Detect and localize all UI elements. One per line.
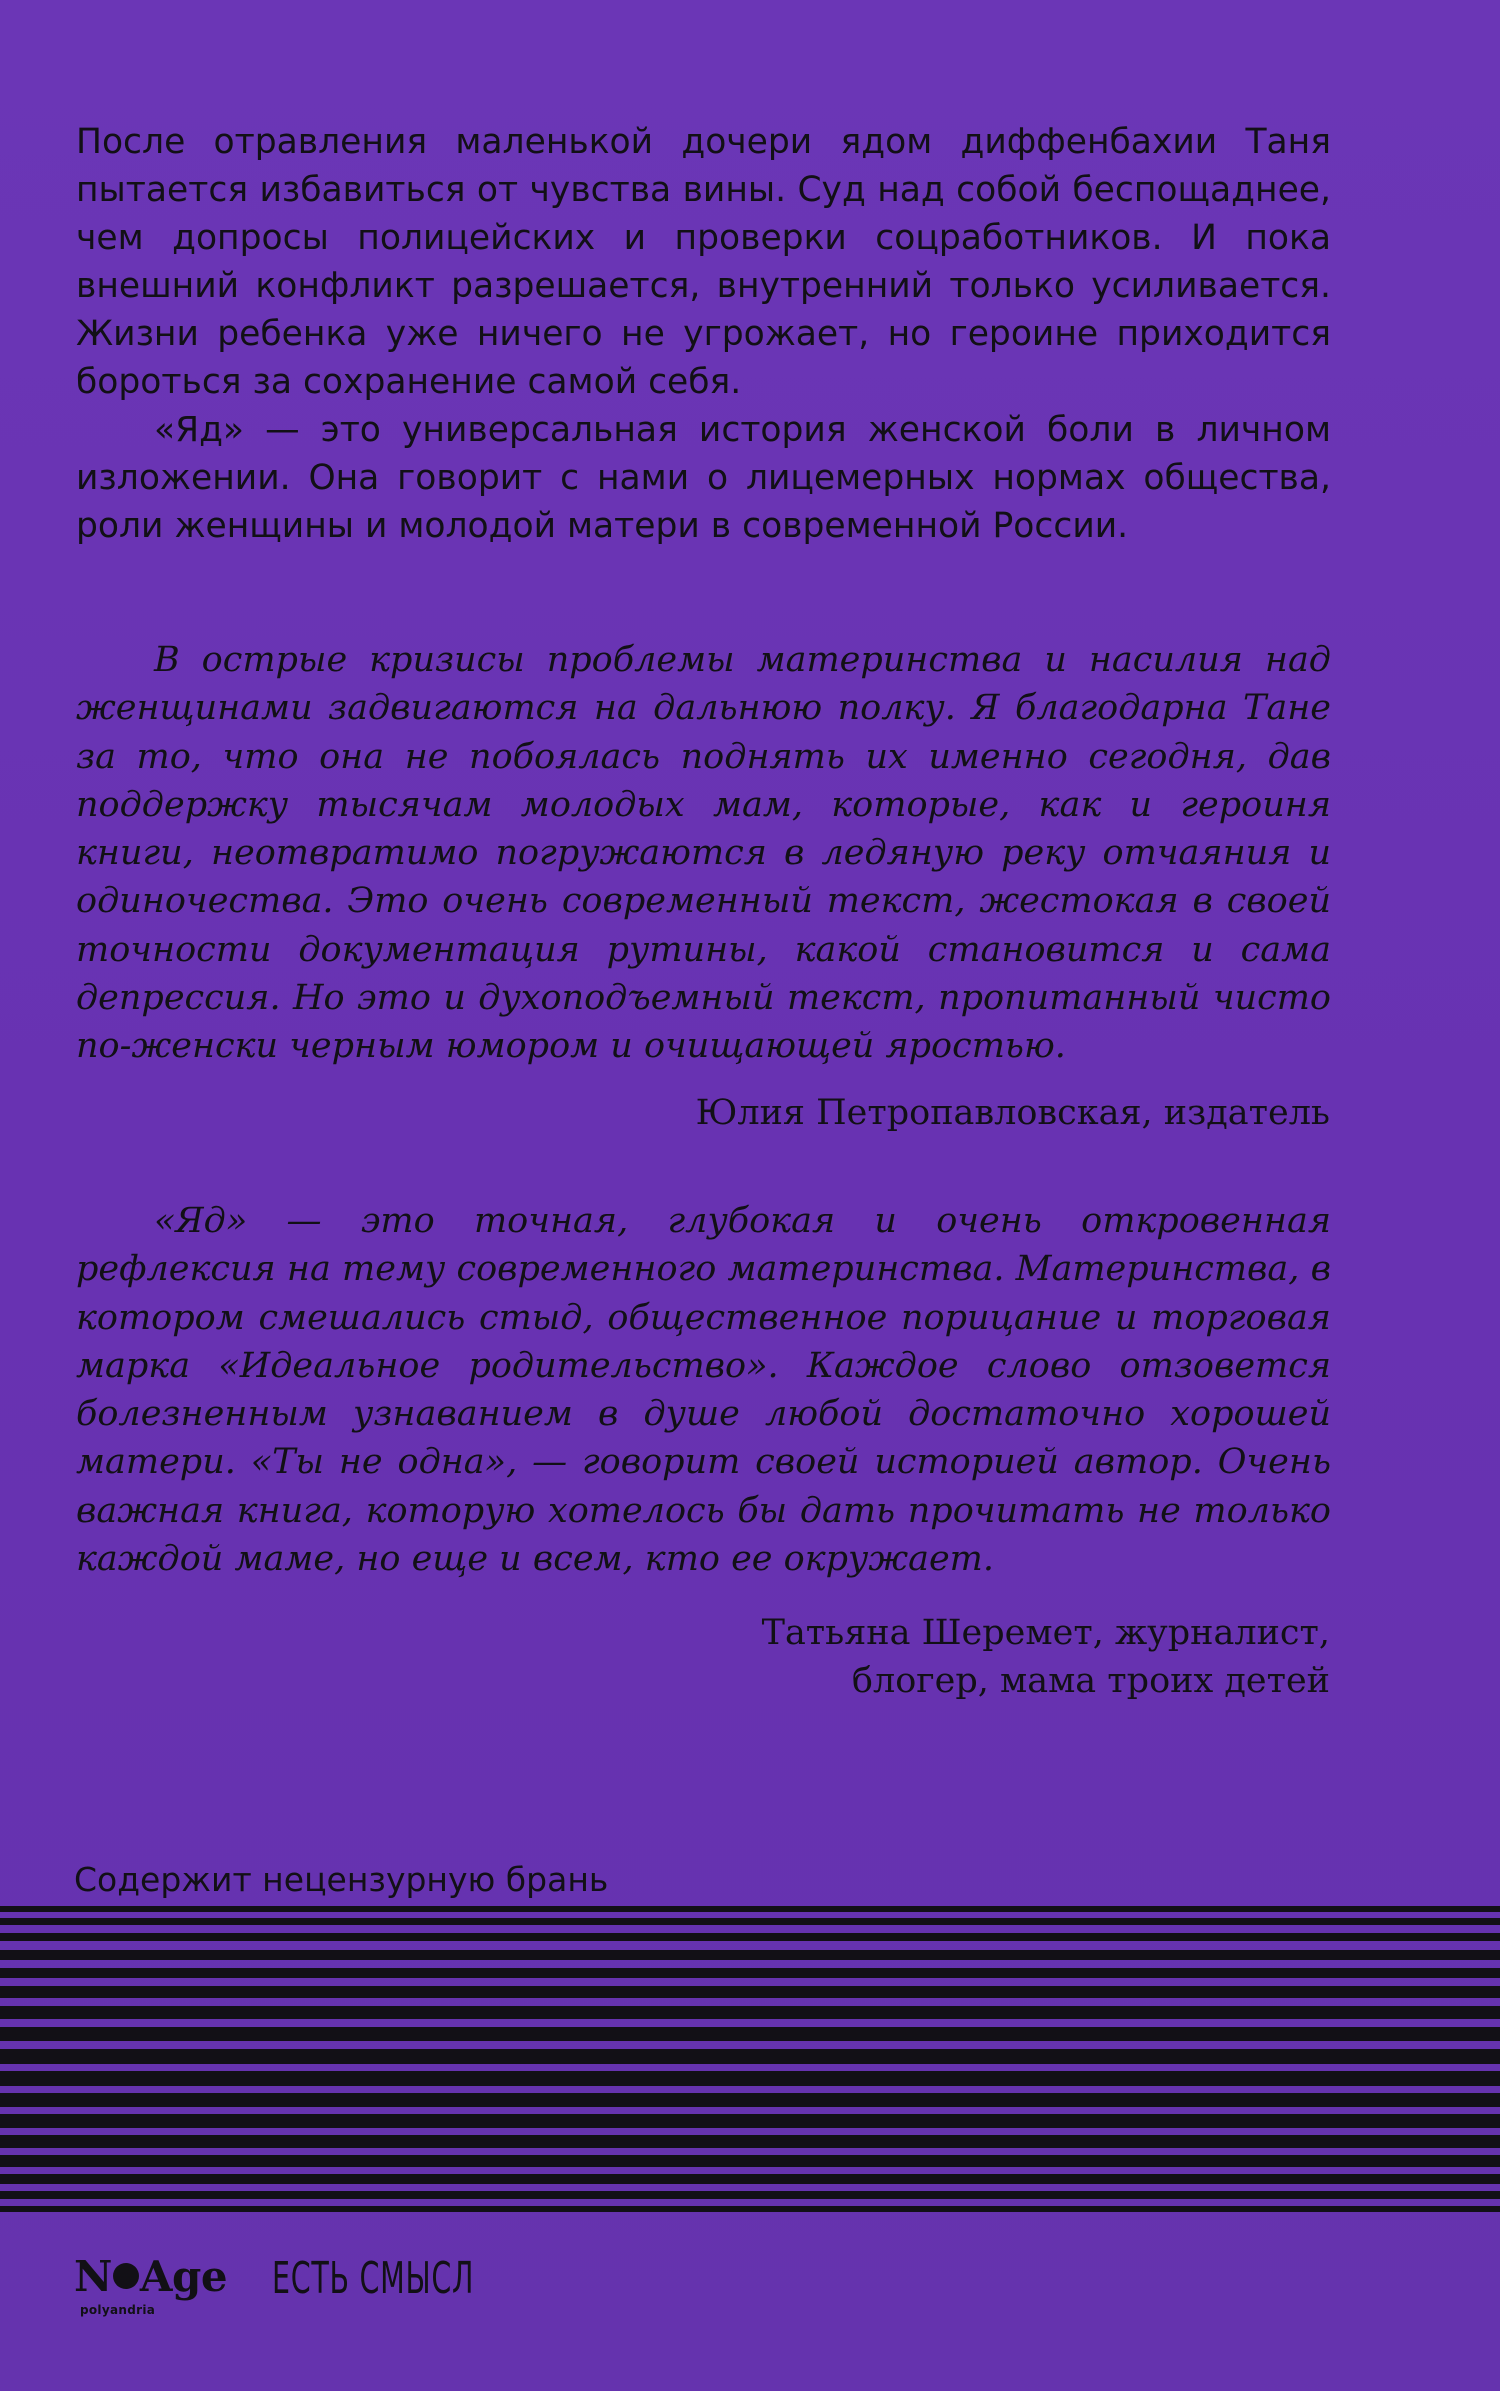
noage-dot-icon [113, 2263, 139, 2289]
content-warning: Содержит нецензурную брань [74, 1860, 609, 1899]
attribution-line: Юлия Петропавловская, издатель [695, 1093, 1330, 1133]
review-attribution-1 [696, 1089, 1330, 1137]
annotation-paragraph-1: После отравления маленькой дочери ядом диффенбахии Таня пытается избавиться от чувства вины. Суд над собой беспощаднее, чем допросы полицейских и проверки соцработников. И пока внешний конфликт разрешается, внутренний только усиливается. Жизни ребенка уже ничего не угрожает, но героине приходится бороться за сохранение самой себя. [76, 122, 1331, 402]
book-annotation [76, 118, 1331, 550]
noage-logo-right: Age [139, 2252, 228, 2301]
annotation-paragraph-2: «Яд» — это универсальная история женской боли в личном изложении. Она говорит с нами о лицемерных нормах общества, роли женщины и молодой матери в современной России. [76, 410, 1331, 546]
review-quote-2: «Яд» — это точная, глубокая и очень откровенная рефлексия на тему современного материнства. Материнства, в котором смешались стыд, общественное порицание и торговая марка «Идеальное родительство». Каждое слово отзовется болезненным узнаванием в душе любой достаточно хорошей матери. «Ты не одна», — говорит своей историей автор. Очень важная книга, которую хотелось бы дать прочитать не только каждой маме, но еще и всем, кто ее окружает. [76, 1201, 1331, 1580]
attribution-line: Татьяна Шеремет, журналист, [761, 1613, 1330, 1653]
attribution-line: блогер, мама троих детей [851, 1661, 1330, 1701]
review-quote-1: В острые кризисы проблемы материнства и насилия над женщинами задвигаются на дальнюю полку. Я благодарна Тане за то, что она не побоялась поднять их именно сегодня, дав поддержку тысячам молодых мам, которые, как и героиня книги, неотвратимо погружаются в ледяную реку отчаяния и одиночества. Это очень современный текст, жестокая в своей точности документация рутины, какой становится и сама депрессия. Но это и духоподъемный текст, пропитанный чисто по-женски черным юмором и очищающей яростью. [76, 640, 1331, 1067]
review-attribution-2 [762, 1609, 1330, 1705]
est-smysl-logo: ЕСТЬ СМЫСЛ [272, 2253, 475, 2304]
noage-logo [74, 2254, 227, 2300]
polyandria-logo: polyandria [80, 2303, 156, 2317]
noage-logo-left: N [74, 2252, 112, 2301]
decorative-stripes [0, 1906, 1500, 2266]
